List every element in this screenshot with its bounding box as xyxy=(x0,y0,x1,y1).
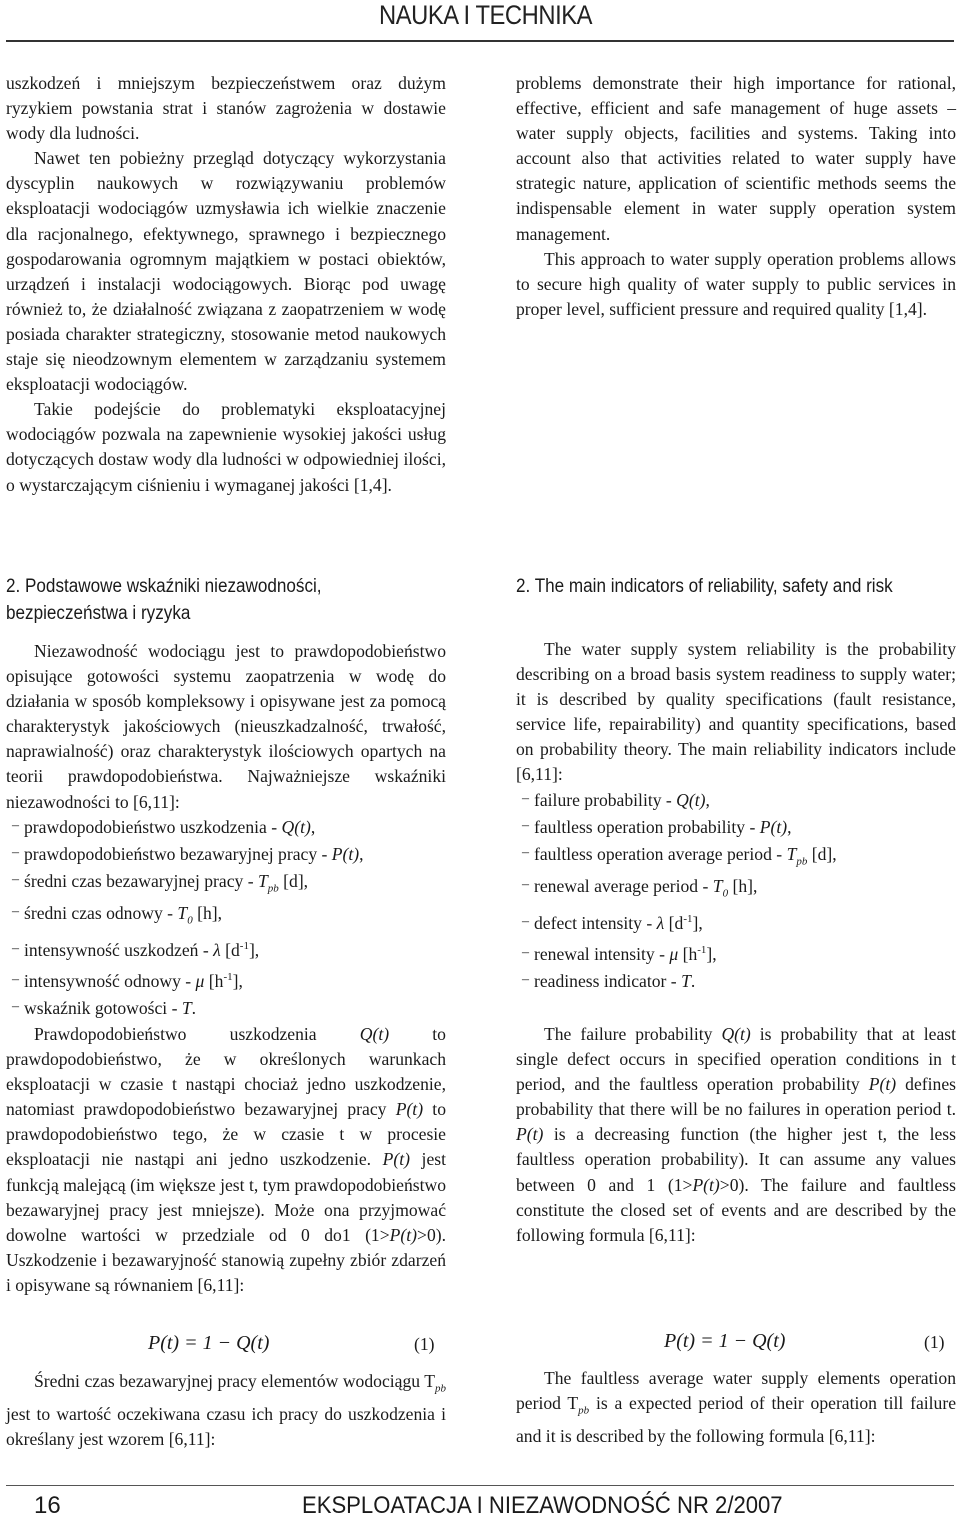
right-indicator-item xyxy=(516,907,956,938)
header-rule xyxy=(6,40,954,42)
left-equation-number: (1) xyxy=(414,1334,435,1354)
left-indicator-item-tail: . xyxy=(191,997,197,1018)
left-paragraph-5: Prawdopodobieństwo uszkodzenia Q(t) to prawdopodobieństwo, że w określonych warunkach eksploatacji w czasie t nastąpi chociaż jedno uszkodzenie, natomiast prawdopodobieństwo bezawaryjnej pracy P(t) to prawdopodobieństwo tego, że w czasie t w procesie eksploatacji nie nastąpi ani jedno uszkodzenie. P(t) jest funkcją malejącą (im większe jest t, tym prawdopodobieństwo bezawaryjnej pracy jest mniejsze). Może ona przyjmować dowolne wartości w przedziale od 0 do1 (1>P(t)>0). Uszkodzenie i bezawaryjność stanowią zupełny zbiór zdarzeń i opisywane są równaniem [6,11]: xyxy=(6,1024,446,1295)
right-indicator-item-label: faultless operation average period - xyxy=(534,843,787,864)
left-p6-sub: pb xyxy=(435,1382,446,1395)
right-indicator-item xyxy=(516,938,956,969)
left-column-top xyxy=(6,71,446,498)
left-column-body xyxy=(6,639,446,1023)
left-indicator-item-symbol: Q(t) xyxy=(281,816,311,837)
left-indicator-item-label: średni czas bezawaryjnej pracy - xyxy=(24,870,258,891)
right-equation-number: (1) xyxy=(924,1332,945,1352)
left-indicator-item-label: prawdopodobieństwo uszkodzenia - xyxy=(24,816,282,837)
left-indicator-item-label: wskaźnik gotowości - xyxy=(24,997,182,1018)
left-indicator-item xyxy=(6,869,446,902)
left-p6-start: Średni czas bezawaryjnej pracy elementów wodociągu T xyxy=(34,1371,435,1391)
right-column-body xyxy=(516,637,956,996)
right-indicator-item-symbol: Q(t) xyxy=(676,789,706,810)
right-indicator-item-tail: ], xyxy=(692,912,703,933)
right-indicator-item-symbol: T xyxy=(681,970,691,991)
right-indicator-item-symbol: T xyxy=(712,876,723,897)
left-indicator-list xyxy=(6,815,446,1023)
left-indicator-item-symbol: T xyxy=(181,997,192,1018)
right-p5-sub: pb xyxy=(578,1404,590,1417)
left-indicator-item xyxy=(6,901,446,934)
left-indicator-item xyxy=(6,934,446,965)
right-indicator-item xyxy=(516,788,956,815)
left-section-heading: 2. Podstawowe wskaźniki niezawodności, bezpieczeństwa i ryzyka xyxy=(6,576,322,624)
left-indicator-item xyxy=(6,842,446,869)
right-indicator-item-label: renewal intensity - xyxy=(534,943,670,964)
right-indicator-item xyxy=(516,842,956,875)
left-indicator-item-superscript: -1 xyxy=(239,940,249,953)
left-paragraph-4: Niezawodność wodociągu jest to prawdopodobieństwo opisujące gotowości systemu zaopatrzenia w wodę do działania w sposób kompleksowy i opisywane jest za pomocą charakterystyk jakościowych (nieuszkadzalność, trwałość, naprawialność) oraz charakterystyk ilościowych opartych na teorii prawdopodobieństwa. Najważniejsze wskaźniki niezawodności to [6,11]: xyxy=(6,641,446,812)
right-indicator-item-label: failure probability - xyxy=(534,789,677,810)
right-paragraph-1: problems demonstrate their high importance for rational, effective, efficient and safe management of huge assets – water supply objects, facilities and systems. Taking into account also that activities related to water supply have strategic nature, application of scientific methods seems the indispensable element in water supply operation system management. xyxy=(516,73,956,244)
left-indicator-item xyxy=(6,965,446,996)
left-indicator-item-tail: , xyxy=(310,816,316,837)
left-indicator-item-label: prawdopodobieństwo bezawaryjnej pracy - xyxy=(24,843,332,864)
left-paragraph-6 xyxy=(6,1369,446,1452)
left-indicator-item-symbol: P(t) xyxy=(331,843,360,864)
left-indicator-item-label: intensywność odnowy - xyxy=(24,970,196,991)
right-indicator-item xyxy=(516,874,956,907)
left-indicator-item-unit: [h xyxy=(204,970,224,991)
left-indicator-item-symbol: T xyxy=(257,870,268,891)
right-paragraph-2: This approach to water supply operation problems allows to secure high quality of water supply to public services in proper level, sufficient pressure and required quality [1,4]. xyxy=(516,248,956,319)
left-p6-end: jest to wartość oczekiwana czasu ich pracy do uszkodzenia i określany jest wzorem [6,11]: xyxy=(6,1403,446,1449)
left-paragraph-2: Nawet ten pobieżny przegląd dotyczący wykorzystania dyscyplin naukowych w rozwiązywaniu problemów eksploatacji wodociągów uzmysławia ich wielkie znaczenie dla racjonalnego, efektywnego, sprawnego i bezpiecznego gospodarowania ogromnym majątkiem w postaci obiektów, urządzeń i instalacji wodociągowych. Biorąc pod uwagę również to, że działalność związana z zaopatrzeniem w wodę posiada charakter strategiczny, stosowanie metod naukowych staje się nieodzownym elementem w zarządzaniu systemem eksploatacji wodociągów. xyxy=(6,148,446,395)
right-indicator-item-symbol: μ xyxy=(669,943,679,964)
left-indicator-item-subscript: 0 xyxy=(187,914,193,927)
left-indicator-item-tail: ], xyxy=(248,939,260,960)
footer-rule xyxy=(6,1485,954,1486)
left-indicator-item-subscript: pb xyxy=(267,882,279,895)
left-indicator-item-symbol: μ xyxy=(195,970,205,991)
right-indicator-item-label: readiness indicator - xyxy=(534,970,682,991)
right-indicator-item-unit: [h xyxy=(678,943,698,964)
left-indicator-item-label: intensywność uszkodzeń - xyxy=(24,939,214,960)
left-indicator-item xyxy=(6,815,446,842)
right-column-lower xyxy=(516,1022,956,1248)
right-indicator-item-subscript: 0 xyxy=(722,887,729,900)
right-indicator-item-tail: ], xyxy=(706,943,717,964)
left-indicator-item-tail: [h], xyxy=(192,903,223,924)
right-indicator-item-tail: . xyxy=(690,970,696,991)
right-indicator-item-symbol: T xyxy=(786,843,797,864)
right-paragraph-4: The failure probability Q(t) is probability that at least single defect occurs in specified operation conditions in t period, and the faultless operation probability P(t) defines probability that there will be no failures in operation period t. P(t) is a decreasing function (the higher jest t, the less faultless operation probability). It can assume any values between 0 and 1 (1>P(t)>0). The failure and faultless constitute the closed set of events and are described by the following formula [6,11]: xyxy=(516,1024,956,1245)
right-indicator-item-superscript: -1 xyxy=(683,912,693,925)
left-indicator-item-symbol: λ xyxy=(213,939,221,960)
right-indicator-item-label: faultless operation probability - xyxy=(534,816,760,837)
left-indicator-item-symbol: T xyxy=(177,903,188,924)
right-paragraph-3: The water supply system reliability is the probability describing on a broad basis system readiness to supply water; it is described by quality specifications (fault resistance, service life, repairability) and quantity specifications, based on probability theory. The main reliability indicators include [6,11]: xyxy=(516,639,956,785)
right-indicator-item-tail: [h], xyxy=(728,876,758,897)
right-paragraph-5 xyxy=(516,1366,956,1449)
left-formula: P(t) = 1 − Q(t) xyxy=(148,1332,270,1354)
right-indicator-item xyxy=(516,815,956,842)
right-column-bottom xyxy=(516,1366,956,1449)
right-indicator-item-symbol: P(t) xyxy=(759,816,788,837)
left-indicator-item-unit: [d xyxy=(220,939,240,960)
left-indicator-item-label: średni czas odnowy - xyxy=(24,903,178,924)
right-indicator-item-label: renewal average period - xyxy=(534,876,713,897)
right-indicator-item-tail: , xyxy=(705,789,710,810)
left-column-lower xyxy=(6,1022,446,1298)
left-indicator-item-superscript: -1 xyxy=(223,971,233,984)
right-column-top xyxy=(516,71,956,322)
right-indicator-item-unit: [d xyxy=(664,912,684,933)
right-indicator-item-superscript: -1 xyxy=(697,943,707,956)
right-indicator-item xyxy=(516,969,956,996)
section-header: NAUKA I TECHNIKA xyxy=(378,0,592,30)
page-number: 16 xyxy=(34,1492,61,1519)
right-indicator-list xyxy=(516,788,956,996)
right-p5-end: is a expected period of their operation till failure and it is described by the following formula [6,11]: xyxy=(516,1393,957,1446)
left-indicator-item-tail: , xyxy=(359,843,364,864)
right-indicator-item-label: defect intensity - xyxy=(534,912,657,933)
left-indicator-item-tail: [d], xyxy=(278,870,309,891)
right-formula: P(t) = 1 − Q(t) xyxy=(664,1330,786,1352)
left-paragraph-1: uszkodzeń i mniejszym bezpieczeństwem oraz dużym ryzykiem powstania strat i stanów zagrożenia w dostawie wody dla ludności. xyxy=(6,73,446,144)
left-indicator-item xyxy=(6,996,446,1023)
left-paragraph-3: Takie podejście do problematyki eksploatacyjnej wodociągów pozwala na zapewnienie wysokiej jakości usług dotyczących dostaw wody dla ludności w odpowiedniej ilości, o wystarczającym ciśnieniu i wymaganej jakości [1,4]. xyxy=(6,399,446,495)
journal-title: EKSPLOATACJA I NIEZAWODNOŚĆ NR 2/2007 xyxy=(302,1492,783,1519)
left-column-bottom xyxy=(6,1369,446,1452)
left-indicator-item-tail: ], xyxy=(232,970,243,991)
right-indicator-item-subscript: pb xyxy=(796,855,808,868)
right-indicator-item-symbol: λ xyxy=(656,912,665,933)
right-indicator-item-tail: [d], xyxy=(807,843,837,864)
right-p5-start: The faultless average water supply elements operation period T xyxy=(516,1368,956,1414)
right-section-heading: 2. The main indicators of reliability, safety and risk xyxy=(516,576,893,597)
right-indicator-item-tail: , xyxy=(787,816,792,837)
